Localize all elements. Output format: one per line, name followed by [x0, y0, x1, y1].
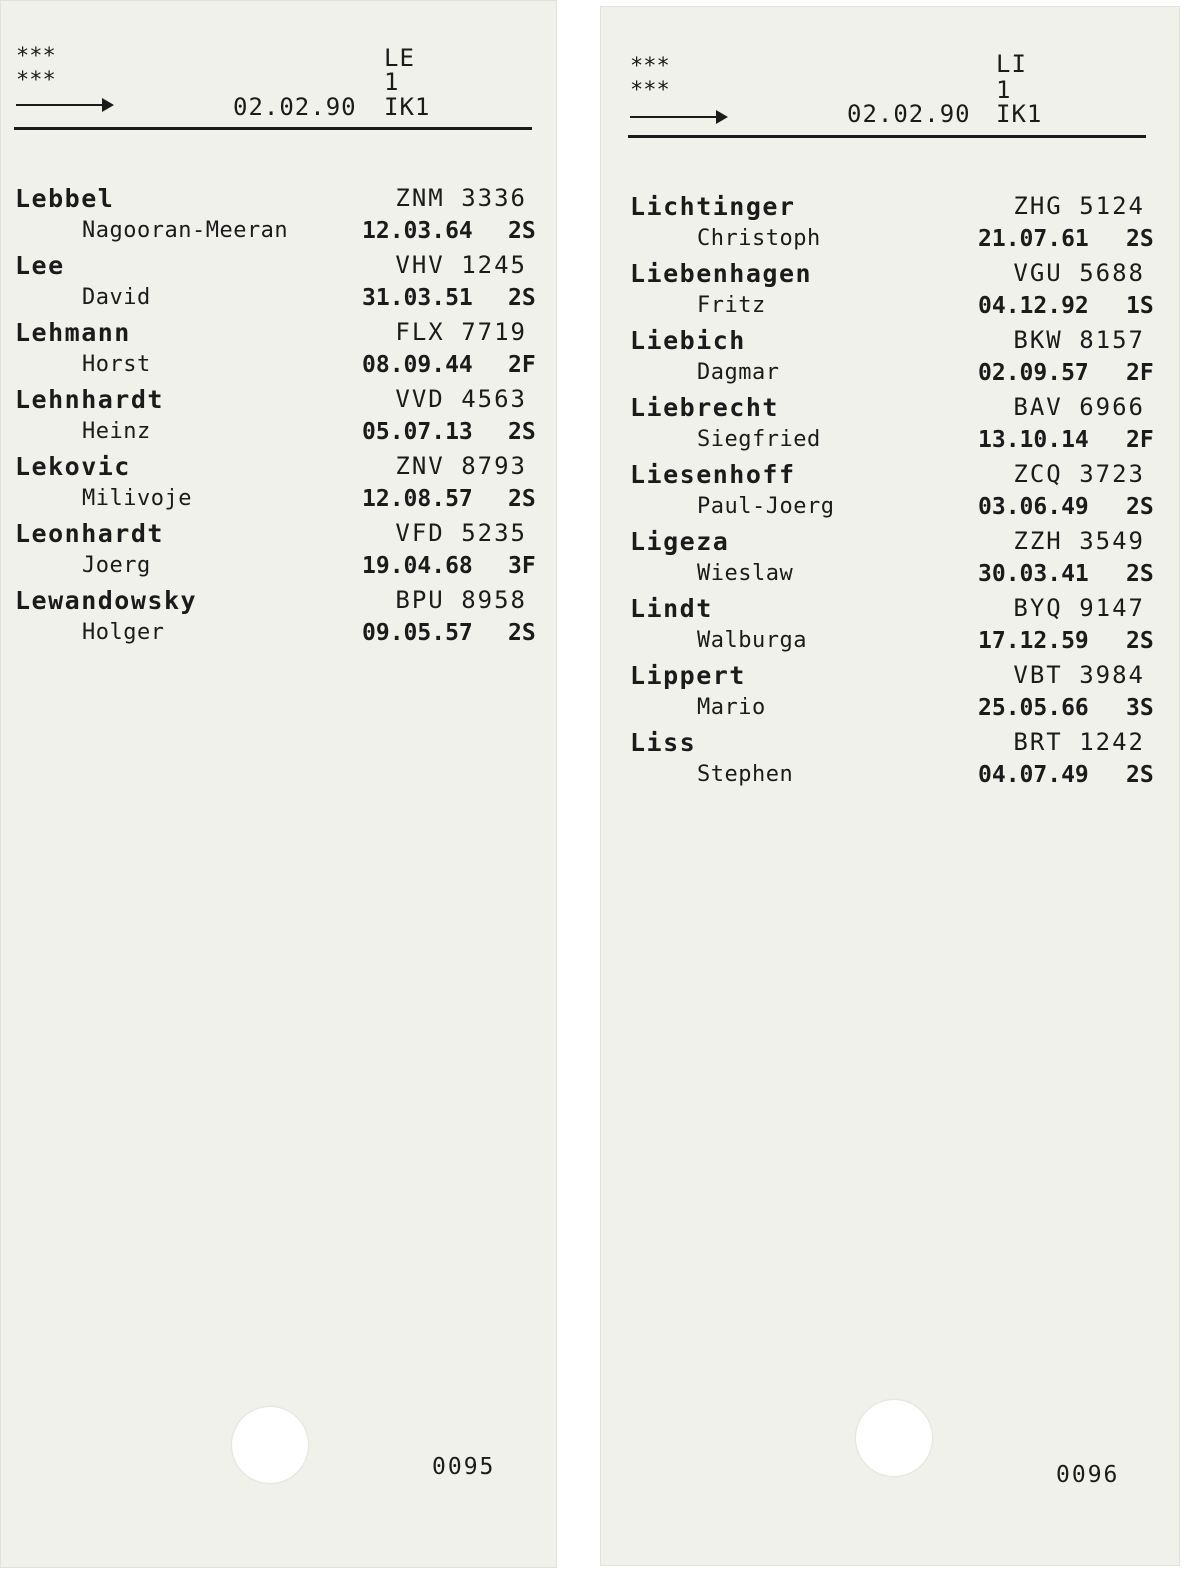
birth-date: 25.05.66	[978, 695, 1089, 721]
birth-date: 09.05.57	[362, 620, 473, 646]
punch-hole	[232, 1407, 308, 1483]
given-name: David	[82, 285, 151, 310]
stars-line-1: ***	[16, 44, 56, 69]
class-code: 2S	[508, 218, 536, 244]
surname: Lichtinger	[630, 192, 796, 221]
class-code: 2S	[1126, 762, 1154, 788]
header-ik: IK1	[996, 100, 1043, 128]
punch-hole	[856, 1400, 932, 1476]
given-name: Holger	[82, 620, 165, 645]
header-ik: IK1	[384, 93, 431, 121]
class-code: 1S	[1126, 293, 1154, 319]
record-code: VFD 5235	[395, 519, 527, 547]
surname: Lekovic	[15, 452, 131, 481]
record-code: BPU 8958	[395, 586, 527, 614]
record-code: ZNM 3336	[395, 184, 527, 212]
surname: Liss	[630, 728, 697, 757]
class-code: 2S	[508, 620, 536, 646]
surname: Liebich	[630, 326, 746, 355]
given-name: Fritz	[697, 293, 766, 318]
stars-line-2: ***	[16, 68, 56, 93]
header-date: 02.02.90	[233, 93, 357, 121]
surname: Lippert	[630, 661, 746, 690]
birth-date: 17.12.59	[978, 628, 1089, 654]
given-name: Milivoje	[82, 486, 192, 511]
class-code: 2F	[508, 352, 536, 378]
record-code: ZHG 5124	[1013, 192, 1145, 220]
surname: Liebrecht	[630, 393, 779, 422]
surname: Liesenhoff	[630, 460, 796, 489]
birth-date: 03.06.49	[978, 494, 1089, 520]
class-code: 2S	[1126, 628, 1154, 654]
given-name: Siegfried	[697, 427, 821, 452]
given-name: Christoph	[697, 226, 821, 251]
record-code: FLX 7719	[395, 318, 527, 346]
surname: Lehnhardt	[15, 385, 164, 414]
record-code: ZNV 8793	[395, 452, 527, 480]
birth-date: 12.08.57	[362, 486, 473, 512]
card-number: 0095	[432, 1454, 496, 1480]
header-rule	[628, 135, 1146, 138]
record-code: BRT 1242	[1013, 728, 1145, 756]
given-name: Horst	[82, 352, 151, 377]
given-name: Joerg	[82, 553, 151, 578]
class-code: 2S	[508, 285, 536, 311]
arrow-icon	[630, 116, 726, 118]
birth-date: 30.03.41	[978, 561, 1089, 587]
class-code: 3S	[1126, 695, 1154, 721]
stars-line-2: ***	[630, 78, 670, 103]
class-code: 2S	[1126, 494, 1154, 520]
surname: Lee	[15, 251, 65, 280]
class-code: 3F	[508, 553, 536, 579]
record-code: VVD 4563	[395, 385, 527, 413]
record-code: VGU 5688	[1013, 259, 1145, 287]
birth-date: 12.03.64	[362, 218, 473, 244]
header-date: 02.02.90	[847, 100, 971, 128]
given-name: Dagmar	[697, 360, 780, 385]
header-code: LI	[996, 50, 1027, 78]
given-name: Wieslaw	[697, 561, 794, 586]
surname: Lindt	[630, 594, 713, 623]
record-code: BYQ 9147	[1013, 594, 1145, 622]
surname: Lebbel	[15, 184, 115, 213]
header-number: 1	[384, 68, 400, 96]
record-code: VBT 3984	[1013, 661, 1145, 689]
class-code: 2S	[1126, 561, 1154, 587]
birth-date: 04.07.49	[978, 762, 1089, 788]
index-card-li	[600, 6, 1180, 1566]
class-code: 2S	[1126, 226, 1154, 252]
record-code: BAV 6966	[1013, 393, 1145, 421]
record-code: VHV 1245	[395, 251, 527, 279]
birth-date: 13.10.14	[978, 427, 1089, 453]
birth-date: 08.09.44	[362, 352, 473, 378]
header-code: LE	[384, 44, 415, 72]
class-code: 2S	[508, 486, 536, 512]
birth-date: 19.04.68	[362, 553, 473, 579]
arrow-icon	[16, 104, 112, 106]
birth-date: 21.07.61	[978, 226, 1089, 252]
given-name: Paul-Joerg	[697, 494, 835, 519]
header-rule	[14, 127, 532, 130]
class-code: 2F	[1126, 427, 1154, 453]
class-code: 2F	[1126, 360, 1154, 386]
surname: Lewandowsky	[15, 586, 198, 615]
birth-date: 05.07.13	[362, 419, 473, 445]
surname: Lehmann	[15, 318, 131, 347]
record-code: BKW 8157	[1013, 326, 1145, 354]
card-number: 0096	[1056, 1462, 1120, 1488]
surname: Liebenhagen	[630, 259, 813, 288]
birth-date: 04.12.92	[978, 293, 1089, 319]
record-code: ZZH 3549	[1013, 527, 1145, 555]
birth-date: 02.09.57	[978, 360, 1089, 386]
given-name: Nagooran-Meeran	[82, 218, 289, 243]
given-name: Walburga	[697, 628, 807, 653]
given-name: Stephen	[697, 762, 794, 787]
index-card-le	[0, 0, 557, 1568]
class-code: 2S	[508, 419, 536, 445]
header-number: 1	[996, 76, 1012, 104]
stars-line-1: ***	[630, 54, 670, 79]
surname: Leonhardt	[15, 519, 164, 548]
given-name: Heinz	[82, 419, 151, 444]
given-name: Mario	[697, 695, 766, 720]
record-code: ZCQ 3723	[1013, 460, 1145, 488]
surname: Ligeza	[630, 527, 730, 556]
birth-date: 31.03.51	[362, 285, 473, 311]
